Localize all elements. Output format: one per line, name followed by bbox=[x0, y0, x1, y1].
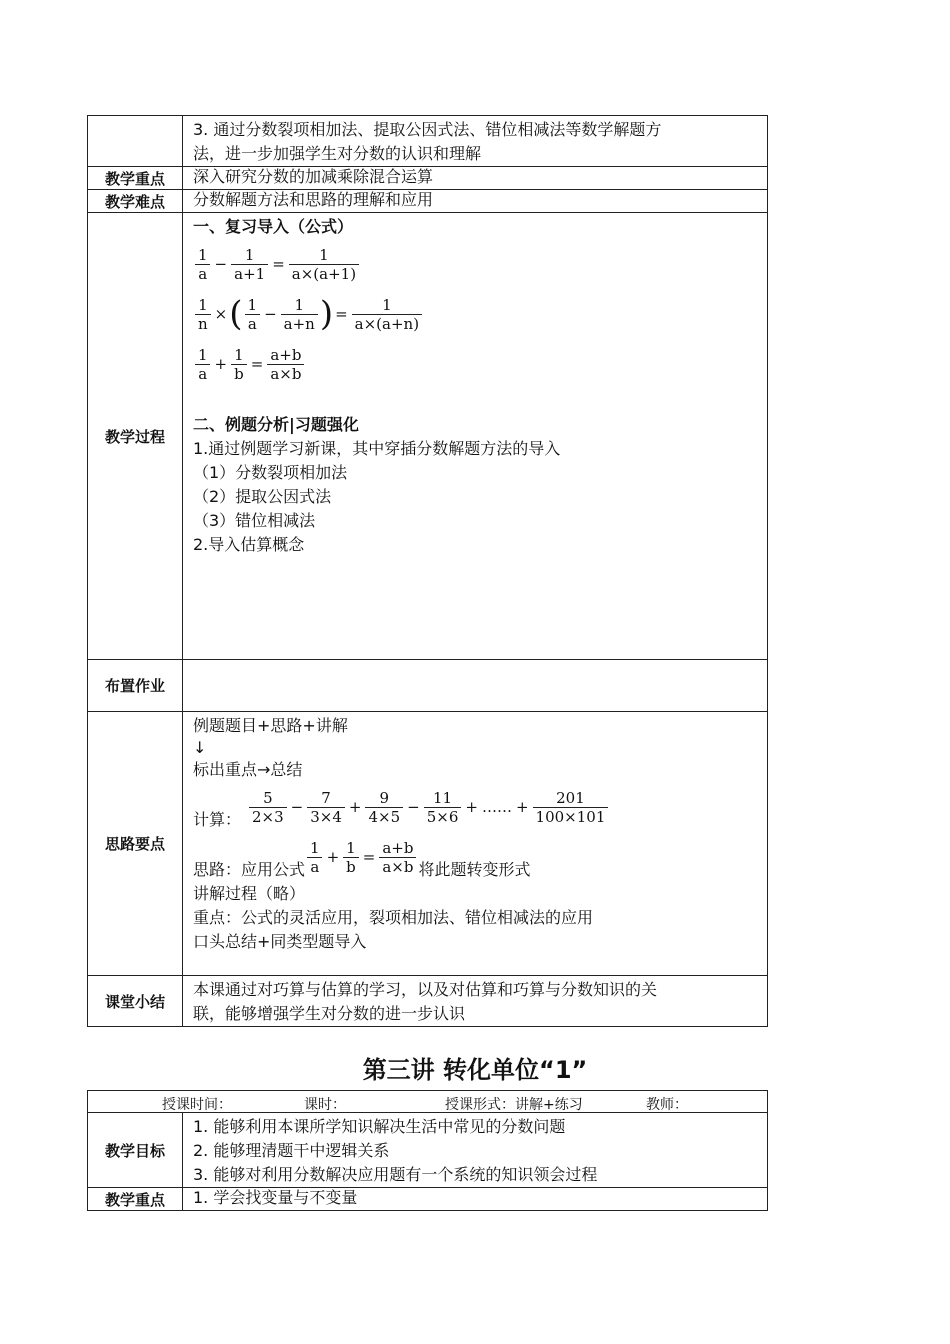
formula-1-frac-a: $\frac{1}{a}$ bbox=[195, 246, 211, 283]
difficulty-label: 教学难点 bbox=[88, 190, 183, 213]
key-item: 1. 学会找变量与不变量 bbox=[183, 1188, 768, 1211]
formula-2-frac-a: $\frac{1}{n}$ bbox=[195, 296, 211, 333]
goal-item: 2. 能够理清题干中逻辑关系 bbox=[193, 1141, 390, 1160]
summary-label: 课堂小结 bbox=[88, 976, 183, 1027]
lesson-table-2 bbox=[87, 1090, 768, 1211]
calc-expression: 计算： $\frac{5}{2\times 3}$ − $\frac{7}{3\times 4}$ + $\frac{9}{4\times 5}$ − $\frac{11}{5\times 6}$ + …… + $\frac{201}{100\times 101}$ bbox=[193, 782, 767, 832]
idea-frac-a: $\frac{1}{a}$ bbox=[307, 839, 323, 876]
homework-text bbox=[183, 660, 768, 712]
idea-line-5: 口头总结+同类型题导入 bbox=[193, 932, 367, 951]
formula-3-frac-b: $\frac{1}{b}$ bbox=[231, 346, 247, 383]
down-arrow-icon: ↓ bbox=[193, 738, 207, 757]
calc-term-2: $\frac{7}{3\times 4}$ bbox=[307, 789, 345, 826]
calc-term-4: $\frac{11}{5\times 6}$ bbox=[424, 789, 462, 826]
idea-line-2: 标出重点→总结 bbox=[193, 760, 303, 779]
key-label: 教学重点 bbox=[88, 167, 183, 190]
formula-2: $\frac{1}{n}$ × ( $\frac{1}{a}$ − $\frac{1}{a+n}$ ) = $\frac{1}{a\times(a+n)}$ bbox=[193, 289, 767, 339]
summary-line-2: 联，能够增强学生对分数的进一步认识 bbox=[193, 1004, 466, 1023]
goal-item-3-line1: 3. 通过分数裂项相加法、提取公因式法、错位相减法等数学解题方 bbox=[193, 120, 662, 139]
section1-title: 一、复习导入（公式） bbox=[193, 217, 354, 236]
formula-2-frac-b: $\frac{1}{a}$ bbox=[245, 296, 261, 333]
summary-text bbox=[183, 976, 768, 1027]
difficulty-text: 分数解题方法和思路的理解和应用 bbox=[183, 190, 768, 213]
lecture-title: 第三讲 转化单位“1” bbox=[362, 1056, 588, 1084]
calc-term-3: $\frac{9}{4\times 5}$ bbox=[365, 789, 403, 826]
formula-3: $\frac{1}{a}$ + $\frac{1}{b}$ = $\frac{a+b}{a\times b}$ bbox=[193, 339, 767, 389]
idea-content bbox=[183, 712, 768, 976]
process-line-4: （3）错位相减法 bbox=[193, 511, 316, 530]
process-content bbox=[183, 213, 768, 660]
idea-frac-b: $\frac{1}{b}$ bbox=[343, 839, 359, 876]
idea-line-4: 重点：公式的灵活应用，裂项相加法、错位相减法的应用 bbox=[193, 908, 594, 927]
process-line-5: 2.导入估算概念 bbox=[193, 535, 305, 554]
info-row bbox=[88, 1091, 768, 1113]
formula-2-frac-c: $\frac{1}{a+n}$ bbox=[281, 296, 318, 333]
idea-suffix: 将此题转变形式 bbox=[418, 860, 531, 879]
idea-line-1: 例题题目+思路+讲解 bbox=[193, 716, 348, 735]
idea-formula-line: 思路：应用公式 $\frac{1}{a}$ + $\frac{1}{b}$ = $\frac{a+b}{a\times b}$ 将此题转变形式 bbox=[193, 832, 767, 882]
key-text: 深入研究分数的加减乘除混合运算 bbox=[183, 167, 768, 190]
formula-1-frac-c: $\frac{1}{a\times(a+1)}$ bbox=[289, 246, 359, 283]
section2-title: 二、例题分析|习题强化 bbox=[193, 415, 359, 434]
goal-label: 教学目标 bbox=[88, 1113, 183, 1188]
process-line-2: （1）分数裂项相加法 bbox=[193, 463, 348, 482]
info-form: 授课形式：讲解+练习 bbox=[445, 1097, 583, 1113]
goal-item: 1. 能够利用本课所学知识解决生活中常见的分数问题 bbox=[193, 1117, 566, 1136]
info-time: 授课时间： bbox=[162, 1097, 232, 1113]
goal-item-3 bbox=[183, 116, 768, 167]
process-label: 教学过程 bbox=[88, 213, 183, 660]
process-line-3: （2）提取公因式法 bbox=[193, 487, 332, 506]
calc-term-5: $\frac{201}{100\times 101}$ bbox=[533, 789, 609, 826]
goal-label-cell bbox=[88, 116, 183, 167]
formula-2-frac-d: $\frac{1}{a\times(a+n)}$ bbox=[352, 296, 422, 333]
idea-label: 思路要点 bbox=[88, 712, 183, 976]
homework-label: 布置作业 bbox=[88, 660, 183, 712]
calc-label: 计算： bbox=[193, 810, 242, 829]
goal-list bbox=[183, 1113, 768, 1188]
info-hours: 课时： bbox=[304, 1097, 346, 1113]
info-teacher: 教师： bbox=[646, 1097, 688, 1113]
key-label-2: 教学重点 bbox=[88, 1188, 183, 1211]
formula-1-frac-b: $\frac{1}{a+1}$ bbox=[231, 246, 268, 283]
goal-item-3-line2: 法，进一步加强学生对分数的认识和理解 bbox=[193, 144, 482, 163]
formula-3-frac-a: $\frac{1}{a}$ bbox=[195, 346, 211, 383]
process-line-1: 1.通过例题学习新课，其中穿插分数解题方法的导入 bbox=[193, 439, 561, 458]
idea-line-3: 讲解过程（略） bbox=[193, 884, 306, 903]
summary-line-1: 本课通过对巧算与估算的学习，以及对估算和巧算与分数知识的关 bbox=[193, 980, 658, 999]
formula-3-frac-c: $\frac{a+b}{a\times b}$ bbox=[267, 346, 304, 383]
formula-1: $\frac{1}{a}$ − $\frac{1}{a+1}$ = $\frac{1}{a\times(a+1)}$ bbox=[193, 239, 767, 289]
lesson-table-1 bbox=[87, 115, 768, 1027]
calc-dots: …… bbox=[481, 798, 512, 816]
idea-prefix: 思路：应用公式 bbox=[193, 860, 306, 879]
calc-term-1: $\frac{5}{2\times 3}$ bbox=[249, 789, 287, 826]
idea-frac-c: $\frac{a+b}{a\times b}$ bbox=[379, 839, 416, 876]
goal-item: 3. 能够对利用分数解决应用题有一个系统的知识领会过程 bbox=[193, 1165, 598, 1184]
